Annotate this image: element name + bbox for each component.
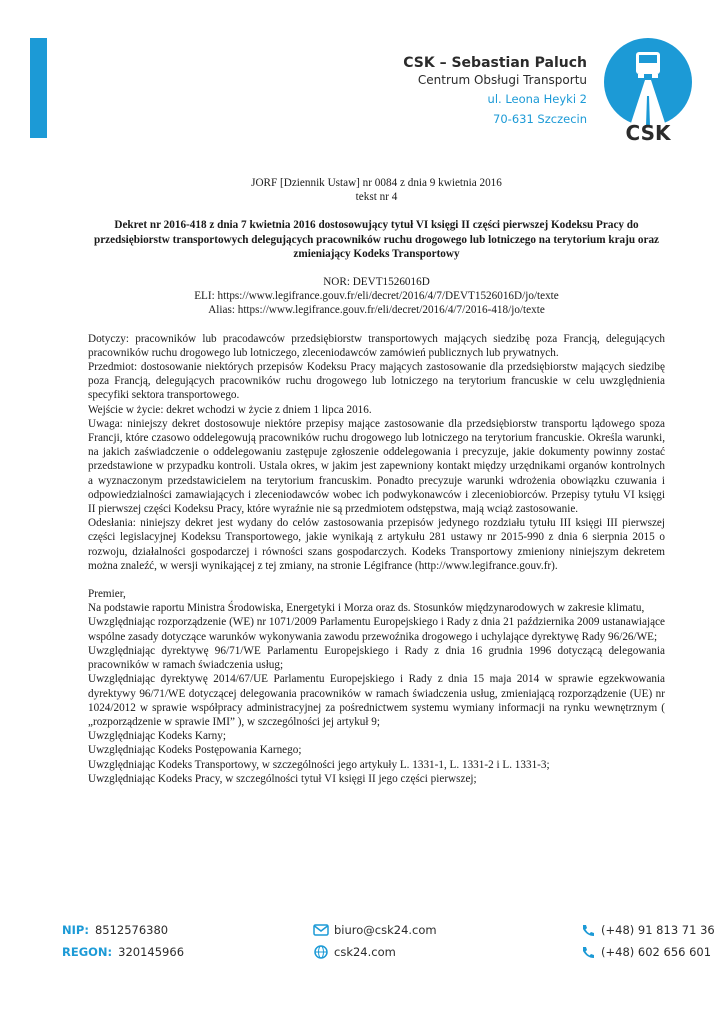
- web-link[interactable]: [313, 945, 396, 959]
- preamble-line: Premier,: [88, 588, 126, 601]
- paragraph: Dotyczy: pracowników lub pracodawców przedsiębiorstw transportowych mających siedzibę poza Francją, delegujących pracowników ruchu drogowego lub lotniczego, zleceniodawców zamówień publicznych lub prywatnych.: [88, 332, 665, 359]
- globe-icon: [313, 945, 329, 959]
- regon-info: [62, 945, 184, 959]
- preamble-line: Uwzględniając rozporządzenie (WE) nr 1071/2009 Parlamentu Europejskiego i Rady z dnia 21 października 2009 ustanawiające wspólne zasady dotyczące warunków wykonywania zawodu przewoźnika drogowego i uchylające dyrektywę Rady 96/26/WE;: [88, 616, 665, 643]
- company-city: 70-631 Szczecin: [493, 112, 587, 126]
- regon-value: 320145966: [118, 945, 185, 959]
- csk-logo: [600, 36, 696, 148]
- preamble-line: Uwzględniając dyrektywę 2014/67/UE Parlamentu Europejskiego i Rady z dnia 15 maja 2014 w sprawie egzekwowania dyrektywy 96/71/WE dotyczącej delegowania pracowników w ramach świadczenia usług, zmieniającą rozporządzenie (UE) nr 1024/2012 w sprawie współpracy administracyjnej za pośrednictwem systemu wymiany informacji na rynku wewnętrznym ( „rozporządzenie w sprawie IMI” ), w szczególności jej artykuł 9;: [88, 673, 665, 728]
- email-text: biuro@csk24.com: [334, 923, 437, 937]
- preamble-line: Uwzględniając Kodeks Postępowania Karnego;: [88, 744, 302, 757]
- paragraph: Odesłania: niniejszy dekret jest wydany do celów zastosowania przepisów jedynego rozdziału tytułu III księgi III pierwszej części legislacyjnej Kodeksu Transportowego, jakie wynikają z artykułu 281 ustawy nr 2015-990 z dnia 6 sierpnia 2015 o rozwoju, działalności gospodarczej i równości szans gospodarczych. Kodeks Transportowy zmieniony niniejszym dekretem można znaleźć, w wersji wynikającej z tej zmiany, na stronie Légifrance (http://www.legifrance.gouv.fr).: [88, 517, 665, 572]
- jorf-line: JORF [Dziennik Ustaw] nr 0084 z dnia 9 kwietnia 2016: [251, 177, 502, 189]
- phone-text-1: (+48) 91 813 71 36: [601, 923, 715, 937]
- phone-text-2: (+48) 602 656 601: [601, 945, 712, 959]
- phone-link-1[interactable]: [580, 923, 715, 937]
- company-subtitle: Centrum Obsługi Transportu: [417, 73, 587, 87]
- paragraph: Uwaga: niniejszy dekret dostosowuje niektóre przepisy mające zastosowanie dla przedsiębiorstw transportu lądowego spoza Francji, które czasowo oddelegowują pracowników ruchu drogowego lub lotniczego na terytorium francuskie. Określa warunki, na jakich zaświadczenie o oddelegowaniu zastępuje zgłoszenie oddelegowania i precyzuje, jakie dokumenty powinny zostać przedstawione w przypadku kontroli. Ustala okres, w jakim jest zapewniony kontakt między urzędnikami organów kontrolnych a wyznaczonym przedstawicielem na terytorium francuskim. Ponadto precyzuje warunki wdrożenia obowiązku czuwania i odpowiedzialności zamawiających i zleceniodawców wobec ich podwykonawców i zleceniobiorców. Przepisy tytułu VI księgi II pierwszej części Kodeksu Pracy, które wyraźnie nie są przedmiotem odstępstwa, mają wciąż zastosowanie.: [88, 417, 665, 516]
- mobile-phone-icon: [580, 945, 596, 959]
- nip-value: 8512576380: [94, 923, 169, 937]
- document-body: [88, 176, 665, 786]
- summary-section: [88, 332, 665, 573]
- preamble-line: Na podstawie raportu Ministra Środowiska, Energetyki i Morza oraz ds. Stosunków międzynarodowych w zakresie klimatu,: [88, 602, 645, 615]
- document-title: Dekret nr 2016-418 z dnia 7 kwietnia 2016 dostosowujący tytuł VI księgi II części pierwszej Kodeksu Pracy do przedsiębiorstw transportowych delegujących pracowników ruchu drogowego lub lotniczego na terytorium kraju oraz zmieniający Kodeks Transportowy: [93, 219, 660, 260]
- paragraph: Przedmiot: dostosowanie niektórych przepisów Kodeksu Pracy mających zastosowanie dla przedsiębiorstw mających siedzibę poza Francją, delegujących pracowników ruchu drogowego lub lotniczego na terytorium francuskie w celu uwzględnienia specyfiki sektora transportowego.: [88, 361, 665, 402]
- document-meta: [88, 275, 665, 318]
- preamble-line: Uwzględniając Kodeks Karny;: [88, 730, 226, 743]
- eli-line: ELI: https://www.legifrance.gouv.fr/eli/decret/2016/4/7/DEVT1526016D/jo/texte: [194, 290, 559, 303]
- preamble-line: Uwzględniając Kodeks Transportowy, w szczególności jego artykuły L. 1331-1, L. 1331-2 i L. 1331-3;: [88, 758, 550, 771]
- preamble-line: Uwzględniając Kodeks Pracy, w szczególności tytuł VI księgi II jego części pierwszej;: [88, 772, 477, 785]
- accent-bar: [30, 38, 47, 138]
- web-text: csk24.com: [334, 945, 396, 959]
- phone-icon: [580, 923, 596, 937]
- company-info: [403, 54, 587, 129]
- regon-label: REGON:: [62, 945, 113, 959]
- envelope-icon: [313, 923, 329, 937]
- tekst-line: tekst nr 4: [355, 191, 398, 204]
- alias-line: Alias: https://www.legifrance.gouv.fr/eli/decret/2016/4/7/2016-418/jo/texte: [208, 304, 545, 317]
- nip-label: NIP:: [62, 923, 89, 937]
- footer: [0, 920, 725, 970]
- preamble-section: [88, 587, 665, 786]
- company-street: ul. Leona Heyki 2: [487, 92, 587, 106]
- phone-link-2[interactable]: [580, 945, 711, 959]
- email-link[interactable]: [313, 923, 437, 937]
- logo-text: CSK: [625, 121, 671, 145]
- paragraph: Wejście w życie: dekret wchodzi w życie z dniem 1 lipca 2016.: [88, 403, 372, 416]
- nip-info: [62, 923, 168, 937]
- company-name: CSK – Sebastian Paluch: [403, 55, 587, 71]
- preamble-line: Uwzględniając dyrektywę 96/71/WE Parlamentu Europejskiego i Rady z dnia 16 grudnia 1996 dotyczącą delegowania pracowników w ramach świadczenia usług;: [88, 644, 665, 672]
- nor-line: NOR: DEVT1526016D: [323, 276, 430, 289]
